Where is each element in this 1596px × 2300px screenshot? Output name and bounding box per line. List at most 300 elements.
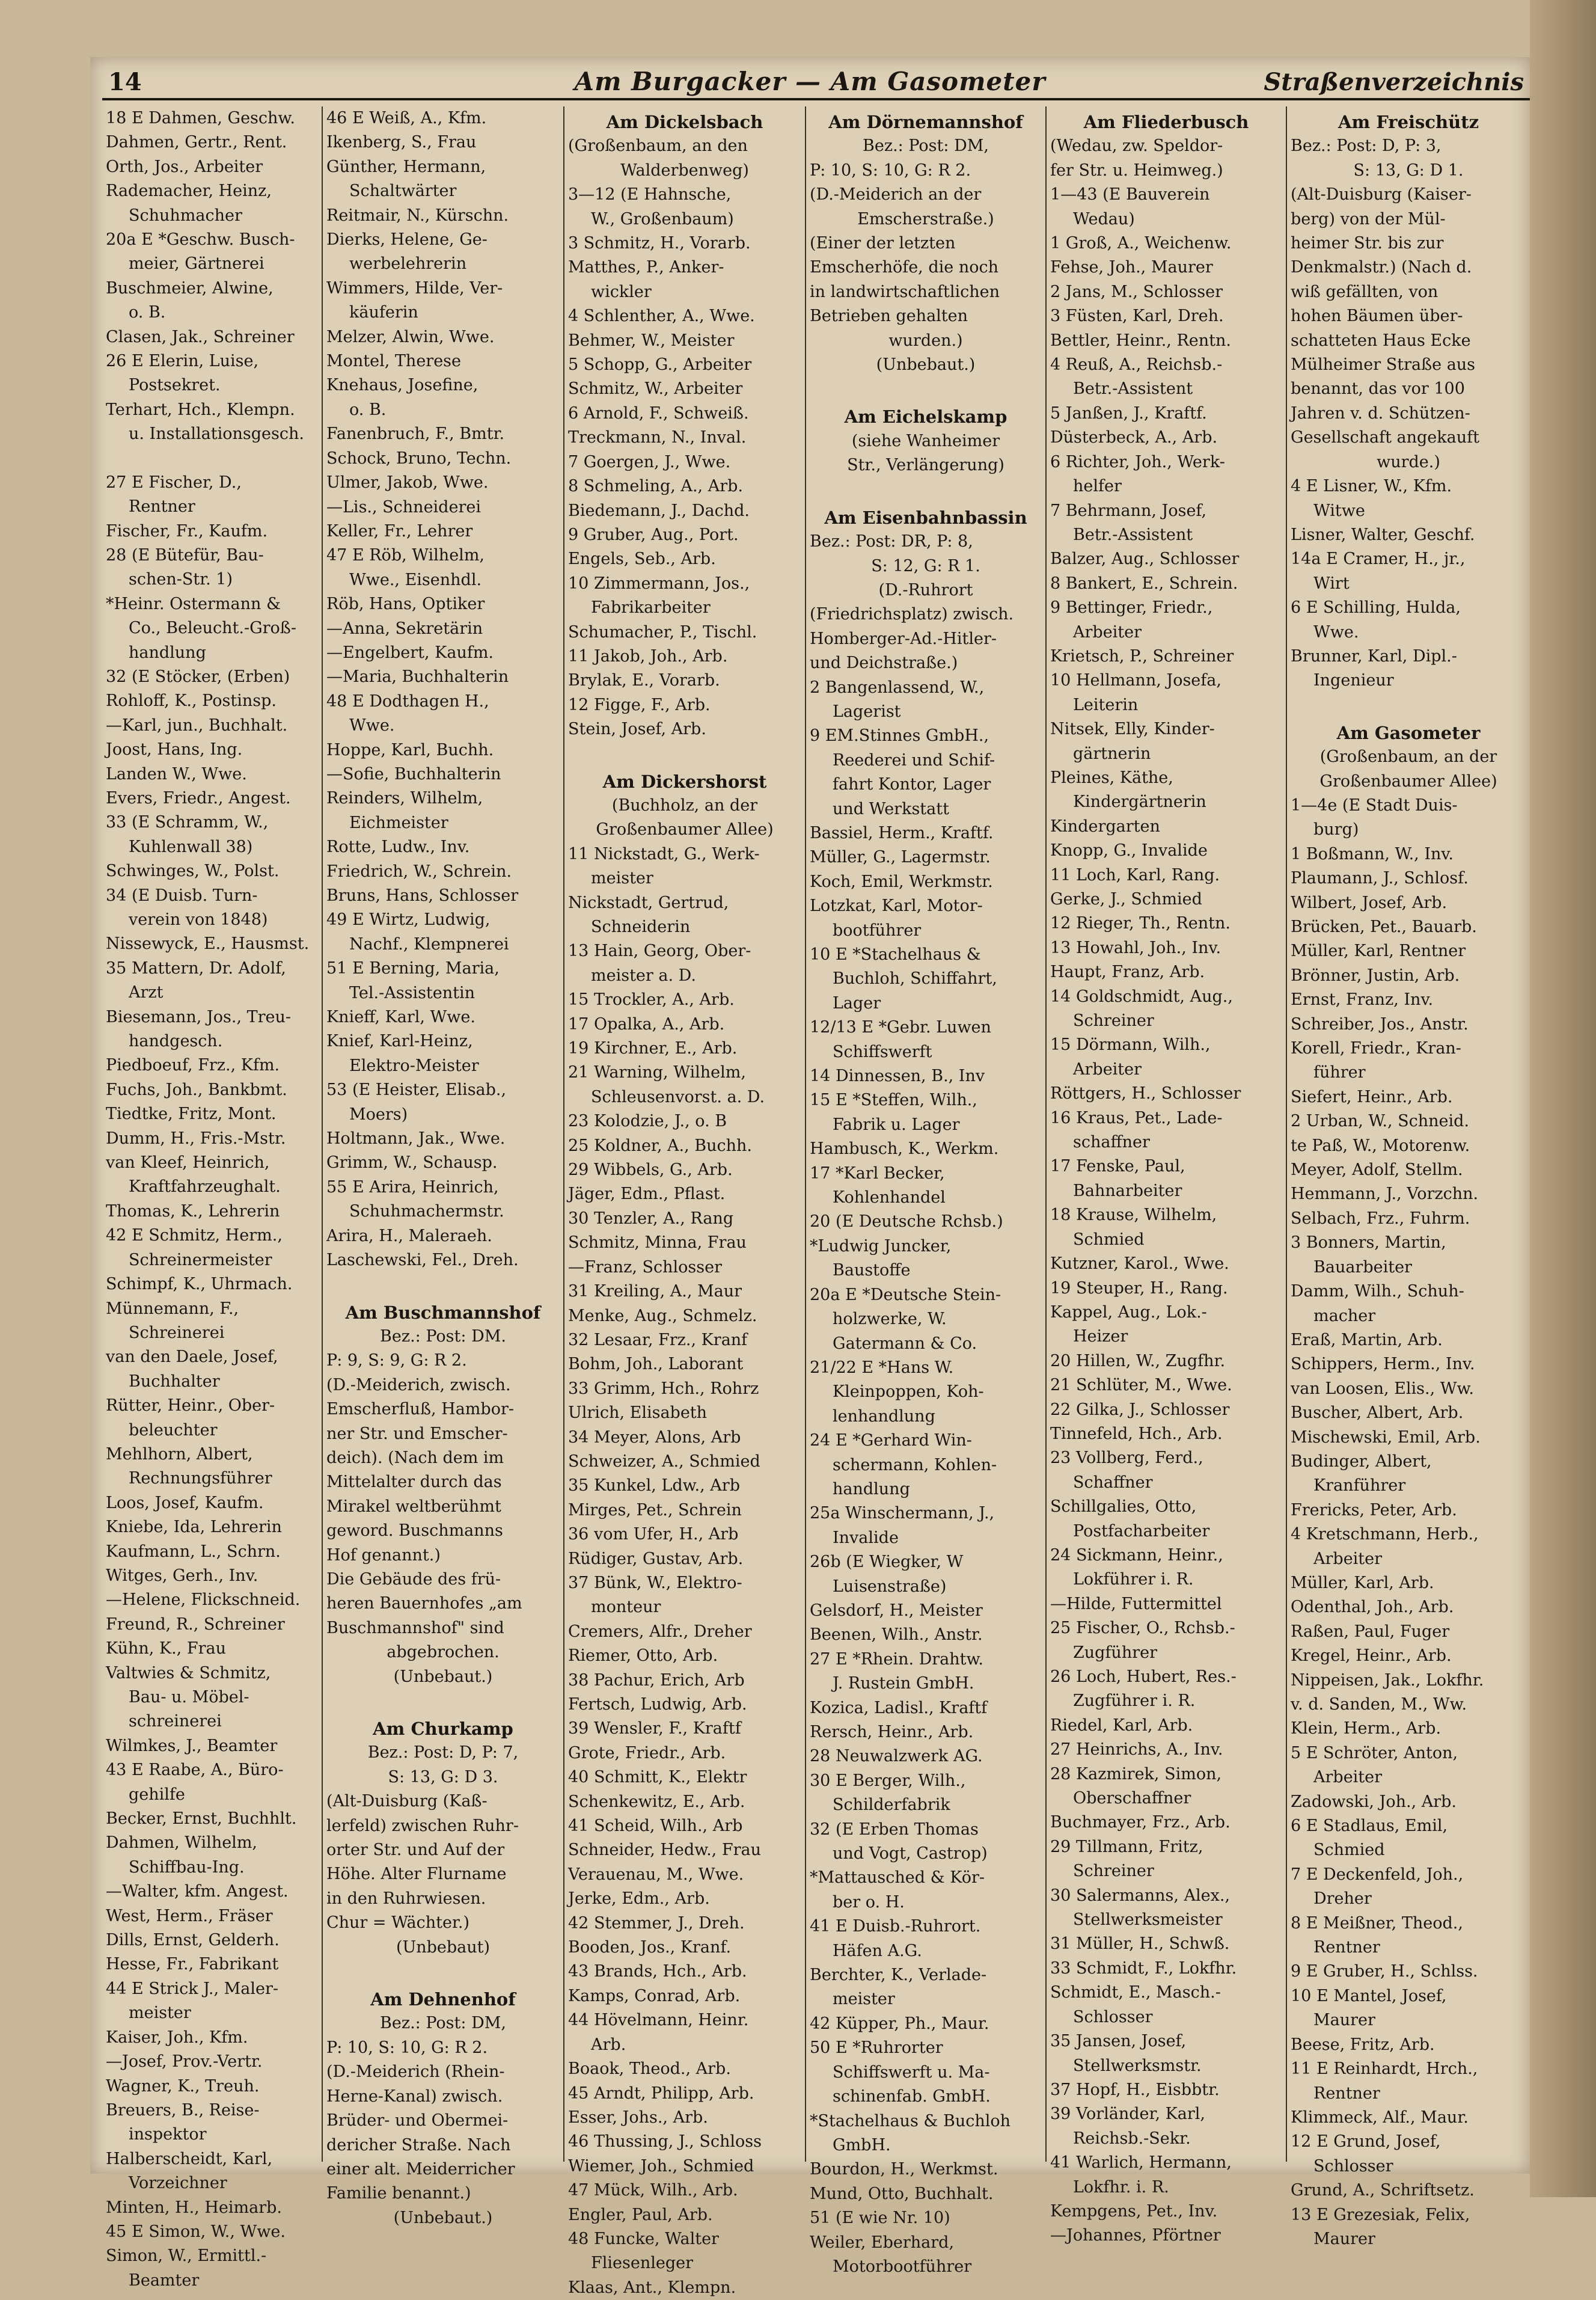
entry-line: Betr.-Assistent [1073, 379, 1193, 399]
entry-line: Balzer, Aug., Schlosser [1050, 550, 1240, 569]
entry-line: Reederei und Schif- [833, 750, 995, 770]
entry-line: Bahnarbeiter [1073, 1181, 1182, 1200]
entry-line: 53 (E Heister, Elisab., [326, 1081, 507, 1100]
entry-line: Lokführer i. R. [1073, 1570, 1194, 1589]
entry-line: Friedrich, W., Schrein. [326, 862, 512, 881]
entry-line: 32 (E Erben Thomas [810, 1820, 979, 1839]
entry-line: Koch, Emil, Werkmstr. [810, 872, 993, 891]
entry-line: (D.-Meiderich (Rhein- [326, 2062, 505, 2082]
entry-line: käuferin [349, 303, 418, 322]
entry-line: 4 E Lisner, W., Kfm. [1291, 477, 1452, 496]
entry-line: (siehe Wanheimer [851, 431, 1000, 450]
entry-line: Die Gebäude des frü- [326, 1569, 501, 1589]
entry-line: 17 Fenske, Paul, [1050, 1157, 1185, 1176]
entry-line: 10 E Mantel, Josef, [1291, 1986, 1447, 2005]
entry-line: 4 Schlenther, A., Wwe. [568, 307, 755, 326]
entry-line: (Friedrichsplatz) zwisch. [810, 605, 1014, 624]
entry-line: Grimm, W., Schausp. [326, 1153, 498, 1173]
entry-line: Schiffswerft u. Ma- [833, 2062, 990, 2082]
entry-line: Chur = Wächter.) [326, 1913, 470, 1933]
entry-line: geword. Buschmanns [326, 1521, 503, 1541]
entry-line: Heizer [1073, 1327, 1128, 1346]
spacer [326, 1689, 560, 1713]
entry-line: 3 Schmitz, H., Vorarb. [568, 234, 751, 253]
entry-line: 37 Hopf, H., Eisbbtr. [1050, 2080, 1220, 2099]
entry-line: Brüder- und Obermei- [326, 2111, 509, 2130]
entry-line: (D.-Meiderich an der [810, 185, 982, 204]
entry-line: Hesse, Fr., Fabrikant [106, 1955, 279, 1974]
entry-line: Rotte, Ludw., Inv. [326, 838, 470, 857]
entry-line: Beenen, Wilh., Anstr. [810, 1625, 983, 1645]
column-6 [1286, 106, 1530, 2248]
entry-line: Arb. [591, 2035, 626, 2054]
entry-line: 35 Kunkel, Ldw., Arb [568, 1476, 740, 1495]
entry-line: Vorzeichner [129, 2174, 227, 2193]
entry-line: 34 Meyer, Alons, Arb [568, 1428, 741, 1447]
entry-line: Freund, R., Schreiner [106, 1615, 285, 1634]
spacer [326, 1273, 560, 1297]
entry-line: Maurer [1313, 2011, 1375, 2030]
entry-line: 29 Wibbels, G., Arb. [568, 1161, 733, 1180]
entry-line: Engels, Seb., Arb. [568, 550, 716, 569]
entry-line: Treckmann, N., Inval. [568, 428, 747, 447]
entry-line: 35 Jansen, Josef, [1050, 2032, 1187, 2051]
entry-line: Knehaus, Josefine, [326, 376, 478, 395]
entry-line: Denkmalstr.) (Nach d. [1291, 258, 1472, 277]
entry-line: 10 Hellmann, Josefa, [1050, 671, 1221, 690]
entry-line: 26b (E Wiegker, W [810, 1553, 964, 1572]
entry-line: *Ludwig Juncker, [810, 1236, 952, 1256]
entry-line: Postfacharbeiter [1073, 1521, 1210, 1541]
entry-line: Bez.: Post: DR, P: 8, [810, 532, 973, 551]
entry-line: 11 Loch, Karl, Rang. [1050, 865, 1220, 885]
entry-line: 12 Figge, F., Arb. [568, 695, 711, 714]
entry-line: 18 Krause, Wilhelm, [1050, 1206, 1217, 1225]
entry-line: Buschmeier, Alwine, [106, 278, 274, 298]
entry-line: meier, Gärtnerei [129, 254, 264, 274]
entry-line: Gatermann & Co. [833, 1334, 977, 1353]
entry-line: 19 Steuper, H., Rang. [1050, 1278, 1228, 1298]
entry-line: führer [1313, 1063, 1366, 1082]
entry-line: Cremers, Alfr., Dreher [568, 1622, 752, 1641]
street-heading: Am Dehnenhof [370, 1989, 516, 2010]
entry-line: Fabrik u. Lager [833, 1115, 960, 1134]
entry-line: Kozica, Ladisl., Kraftf [810, 1698, 988, 1717]
entry-line: Häfen A.G. [833, 1941, 922, 1960]
entry-line: Wirt [1313, 574, 1350, 593]
entry-line: —Karl, jun., Buchhalt. [106, 716, 288, 735]
entry-line: Tel.-Assistentin [349, 983, 475, 1002]
entry-line: Klimmeck, Alf., Maur. [1291, 2108, 1469, 2127]
entry-line: 27 E *Rhein. Drahtw. [810, 1649, 983, 1669]
entry-line: 24 Sickmann, Heinr., [1050, 1545, 1223, 1565]
entry-line: 15 Dörmann, Wilh., [1050, 1035, 1211, 1055]
entry-line: Jahren v. d. Schützen- [1291, 403, 1470, 423]
entry-line: 55 E Arira, Heinrich, [326, 1177, 499, 1197]
street-heading: Am Fliederbusch [1083, 112, 1249, 132]
entry-line: Biesemann, Jos., Treu- [106, 1007, 292, 1026]
entry-line: 20 (E Deutsche Rchsb.) [810, 1212, 1003, 1231]
entry-line: Thomas, K., Lehrerin [106, 1201, 280, 1221]
entry-line: (D.-Ruhrort [878, 580, 973, 600]
entry-line: Fehse, Joh., Maurer [1050, 258, 1213, 277]
entry-line: 49 E Wirtz, Ludwig, [326, 910, 491, 930]
entry-line: Lager [833, 993, 881, 1013]
entry-line: schen-Str. 1) [129, 570, 233, 589]
entry-line: Minten, H., Heimarb. [106, 2198, 282, 2217]
column-5 [1045, 106, 1286, 2245]
entry-line: Booden, Jos., Kranf. [568, 1938, 732, 1957]
spacer [1291, 693, 1526, 717]
street-heading: Am Dörnemannshof [828, 112, 1023, 132]
entry-line: Witges, Gerh., Inv. [106, 1566, 258, 1585]
street-heading: Am Dickelsbach [606, 112, 763, 132]
entry-line: macher [1313, 1306, 1376, 1325]
entry-line: Halberscheidt, Karl, [106, 2149, 273, 2168]
entry-line: Zugführer [1073, 1643, 1157, 1662]
entry-line: Mehlhorn, Albert, [106, 1444, 253, 1464]
entry-line: *Mattausched & Kör- [810, 1868, 985, 1888]
entry-line: (Alt-Duisburg (Kaiser- [1291, 185, 1472, 204]
entry-line: 31 Müller, H., Schwß. [1050, 1934, 1230, 1954]
entry-line: Kraftfahrzeughalt. [129, 1177, 281, 1197]
entry-line: Breuers, B., Reise- [106, 2100, 260, 2120]
entry-line: Str., Verlängerung) [847, 456, 1004, 475]
entry-line: Brücken, Pet., Bauarb. [1291, 918, 1477, 936]
entry-line: (Unbebaut.) [876, 355, 976, 375]
entry-line: Rentner [1313, 2084, 1380, 2103]
entry-line: in den Ruhrwiesen. [326, 1889, 486, 1908]
entry-line: 12 Rieger, Th., Rentn. [1050, 914, 1231, 933]
entry-line: orter Str. und Auf der [326, 1841, 505, 1860]
entry-line: Stellwerksmeister [1073, 1910, 1223, 1930]
entry-line: Klein, Herm., Arb. [1291, 1719, 1442, 1738]
entry-line: Fischer, Fr., Kaufm. [106, 521, 268, 541]
entry-line: Kutzner, Karol., Wwe. [1050, 1254, 1229, 1274]
entry-line: Zadowski, Joh., Arb. [1291, 1792, 1457, 1811]
entry-line: 27 E Fischer, D., [106, 473, 242, 492]
entry-line: Plaumann, J., Schlosf. [1291, 869, 1469, 888]
entry-line: 38 Pachur, Erich, Arb [568, 1670, 745, 1690]
columns-area [102, 106, 1530, 2297]
entry-line: Matthes, P., Anker- [568, 258, 724, 277]
entry-line: Dreher [1313, 1889, 1372, 1909]
entry-line: 28 Neuwalzwerk AG. [810, 1747, 983, 1766]
entry-line: Müller, Karl, Rentner [1291, 942, 1466, 961]
entry-line: Müller, Karl, Arb. [1291, 1573, 1434, 1592]
entry-line: *Heinr. Ostermann & [106, 594, 281, 613]
entry-line: van den Daele, Josef, [106, 1348, 278, 1367]
entry-line: Beese, Fritz, Arb. [1291, 2035, 1435, 2054]
entry-line: Bassiel, Herm., Kraftf. [810, 823, 994, 842]
entry-line: Becker, Ernst, Buchhlt. [106, 1809, 297, 1829]
entry-line: Wilbert, Josef, Arb. [1291, 893, 1448, 912]
entry-line: und Werkstatt [833, 799, 949, 818]
spacer [810, 377, 1042, 401]
entry-line: P: 10, S: 10, G: R 2. [326, 2038, 488, 2057]
entry-line: ner Str. und Emscher- [326, 1424, 508, 1443]
entry-line: W., Großenbaum) [591, 209, 734, 228]
entry-line: 11 E Reinhardt, Hrch., [1291, 2059, 1478, 2079]
entry-line: 14a E Cramer, H., jr., [1291, 550, 1466, 569]
page-header [90, 63, 1530, 99]
entry-line: Kleinpoppen, Koh- [833, 1382, 984, 1402]
entry-line: Raßen, Paul, Fuger [1291, 1622, 1450, 1641]
entry-line: Buchloh, Schiffahrt, [833, 969, 997, 989]
entry-line: und Vogt, Castrop) [833, 1844, 988, 1863]
entry-line: Familie benannt.) [326, 2184, 471, 2203]
entry-line: 5 Janßen, J., Kraftf. [1050, 403, 1207, 423]
entry-line: wurde.) [1377, 452, 1440, 471]
entry-line: 48 E Dodthagen H., [326, 692, 489, 711]
entry-line: 17 *Karl Becker, [810, 1164, 945, 1183]
entry-line: 51 E Berning, Maria, [326, 959, 500, 978]
entry-line: Emscherfluß, Hambor- [326, 1400, 514, 1419]
entry-line: Brunner, Karl, Dipl.- [1291, 646, 1457, 666]
entry-line: Kaiser, Joh., Kfm. [106, 2028, 248, 2047]
entry-line: schaffner [1073, 1133, 1150, 1152]
entry-line: Weiler, Eberhard, [810, 2233, 955, 2252]
entry-line: 41 Warlich, Hermann, [1050, 2153, 1232, 2173]
entry-line: Schneiderin [591, 918, 691, 936]
entry-line: 44 E Strick J., Maler- [106, 1979, 279, 1998]
entry-line: Stein, Josef, Arb. [568, 720, 706, 739]
entry-line: Knieff, Karl, Wwe. [326, 1008, 475, 1027]
entry-line: Bauarbeiter [1313, 1257, 1412, 1277]
entry-line: Röb, Hans, Optiker [326, 595, 485, 614]
entry-line: 5 Schopp, G., Arbeiter [568, 355, 752, 375]
street-heading: Am Dickershorst [602, 771, 767, 792]
page-title: Am Burgacker — Am Gasometer [574, 67, 1046, 96]
entry-line: 43 E Raabe, A., Büro- [106, 1761, 284, 1780]
entry-line: 14 Goldschmidt, Aug., [1050, 987, 1233, 1006]
entry-line: Schmied [1073, 1230, 1145, 1249]
entry-line: Fliesenleger [591, 2254, 693, 2273]
entry-line: (Unbebaut.) [393, 2208, 493, 2227]
entry-line: Riedel, Karl, Arb. [1050, 1716, 1193, 1735]
entry-line: Schumacher, P., Tischl. [568, 622, 757, 642]
entry-line: schreinerei [129, 1712, 222, 1731]
entry-line: Schmitz, Minna, Frau [568, 1233, 747, 1253]
entry-line: Korell, Friedr., Kran- [1291, 1039, 1461, 1058]
entry-line: 10 E *Stachelhaus & [810, 945, 981, 964]
entry-line: Bez.: Post: D, P: 7, [367, 1743, 519, 1762]
entry-line: 42 Stemmer, J., Dreh. [568, 1913, 745, 1933]
entry-line: 27 Heinrichs, A., Inv. [1050, 1740, 1223, 1759]
entry-line: 4 Kretschmann, Herb., [1291, 1525, 1479, 1544]
entry-line: (Unbebaut) [396, 1937, 491, 1957]
entry-line: 28 (E Bütefür, Bau- [106, 545, 264, 565]
header-rule [102, 98, 1530, 100]
street-heading: Am Buschmannshof [345, 1302, 541, 1323]
entry-line: Höhe. Alter Flurname [326, 1865, 507, 1884]
entry-line: Fuchs, Joh., Bankbmt. [106, 1080, 287, 1099]
entry-line: deich). (Nach dem im [326, 1448, 504, 1467]
entry-line: 29 Tillmann, Fritz, [1050, 1837, 1203, 1856]
entry-line: 24 E *Gerhard Win- [810, 1431, 972, 1450]
entry-line: Buscher, Albert, Arb. [1291, 1403, 1464, 1423]
entry-line: 25 Fischer, O., Rchsb.- [1050, 1619, 1235, 1638]
entry-line: Mund, Otto, Buchhalt. [810, 2184, 994, 2203]
entry-line: Wimmers, Hilde, Ver- [326, 278, 503, 298]
entry-line: 26 E Elerin, Luise, [106, 352, 259, 371]
entry-line: 5 E Schröter, Anton, [1291, 1743, 1458, 1762]
entry-line: Reitmair, N., Kürschn. [326, 206, 509, 225]
entry-line: (D.-Meiderich, zwisch. [326, 1375, 511, 1394]
entry-line: Schaffner [1073, 1473, 1153, 1492]
entry-line: schermann, Kohlen- [833, 1455, 997, 1474]
entry-line: 45 Arndt, Philipp, Arb. [568, 2084, 754, 2103]
entry-line: Gesellschaft angekauft [1291, 428, 1479, 447]
entry-line: Nickstadt, Gertrud, [568, 893, 729, 912]
entry-line: P: 10, S: 10, G: R 2. [810, 161, 971, 180]
entry-line: Schreinermeister [129, 1250, 272, 1269]
entry-line: 23 Vollberg, Ferd., [1050, 1449, 1203, 1468]
entry-line: Maurer [1313, 2229, 1375, 2248]
entry-line: Moers) [349, 1105, 408, 1124]
entry-line: Wwe. [349, 716, 395, 735]
entry-line: *Stachelhaus & Buchloh [810, 2111, 1011, 2130]
entry-line: Bez.: Post: DM, [863, 136, 989, 156]
entry-line: Dahmen, Gertr., Rent. [106, 133, 287, 152]
entry-line: 9 Gruber, Aug., Port. [568, 525, 739, 544]
entry-line: 23 Kolodzie, J., o. B [568, 1112, 727, 1131]
entry-line: 20 Hillen, W., Zugfhr. [1050, 1351, 1226, 1370]
entry-line: Lotzkat, Karl, Motor- [810, 897, 983, 916]
entry-line: 14 Dinnessen, B., Inv [810, 1067, 985, 1086]
entry-line: 2 Jans, M., Schlosser [1050, 282, 1223, 301]
entry-line: Ulmer, Jakob, Wwe. [326, 473, 489, 492]
entry-line: schatteten Haus Ecke [1291, 331, 1471, 350]
entry-line: Eichmeister [349, 813, 448, 832]
entry-line: Großenbaumer Allee) [596, 820, 774, 839]
entry-line: Odenthal, Joh., Arb. [1291, 1598, 1454, 1617]
entry-line: Invalide [833, 1528, 899, 1547]
entry-line: Schneider, Hedw., Frau [568, 1841, 761, 1860]
entry-line: Schreinerei [129, 1323, 225, 1342]
entry-line: Terhart, Hch., Klempn. [106, 400, 295, 419]
entry-line: Schiffbau-Ing. [129, 1857, 245, 1877]
entry-line: Dahmen, Wilhelm, [106, 1833, 258, 1853]
entry-line: 33 (E Schramm, W., [106, 813, 269, 832]
entry-line: 47 E Röb, Wilhelm, [326, 546, 485, 565]
entry-line: 21 Schlüter, M., Wwe. [1050, 1376, 1232, 1395]
entry-line: Boaok, Theod., Arb. [568, 2059, 731, 2079]
entry-line: Walderbenweg) [620, 161, 749, 180]
entry-line: Dierks, Helene, Ge- [326, 230, 488, 250]
entry-line: Elektro-Meister [349, 1056, 479, 1075]
entry-line: Bourdon, H., Werkmst. [810, 2160, 998, 2179]
entry-line: 31 Kreiling, A., Maur [568, 1282, 742, 1301]
column-4 [805, 106, 1045, 2276]
entry-line: Biedemann, J., Dachd. [568, 501, 750, 520]
entry-line: Kuhlenwall 38) [129, 837, 253, 856]
entry-line: Damm, Wilh., Schuh- [1291, 1282, 1464, 1301]
entry-line: benannt, das vor 100 [1291, 379, 1465, 399]
entry-line: bootführer [833, 921, 922, 940]
entry-line: fer Str. u. Heimweg.) [1050, 161, 1223, 180]
entry-line: Wedau) [1073, 209, 1135, 228]
entry-line: wiß gefällten, von [1291, 282, 1439, 301]
entry-line: 33 Grimm, Hch., Rohrz [568, 1379, 759, 1398]
entry-line: Wagner, K., Treuh. [106, 2076, 260, 2096]
entry-line: Brönner, Justin, Arb. [1291, 966, 1460, 985]
entry-line: 6 E Stadlaus, Emil, [1291, 1817, 1448, 1836]
entry-line: 9 E Gruber, H., Schlss. [1291, 1962, 1478, 1981]
entry-line: 7 Behrmann, Josef, [1050, 501, 1207, 520]
entry-line: 39 Wensler, F., Kraftf [568, 1719, 741, 1738]
entry-line: Loos, Josef, Kaufm. [106, 1493, 264, 1512]
entry-line: Schlosser [1313, 2156, 1393, 2176]
entry-line: Bohm, Joh., Laborant [568, 1355, 744, 1374]
entry-line: 1 Groß, A., Weichenw. [1050, 234, 1232, 253]
entry-line: 16 Kraus, Pet., Lade- [1050, 1108, 1223, 1127]
entry-line: 1—4e (E Stadt Duis- [1291, 796, 1458, 815]
entry-line: Reichsb.-Sekr. [1073, 2129, 1191, 2148]
entry-line: van Loosen, Elis., Ww. [1291, 1379, 1474, 1398]
entry-line: Bettler, Heinr., Rentn. [1050, 331, 1231, 350]
entry-line: Evers, Friedr., Angest. [106, 788, 291, 808]
entry-line: 37 Bünk, W., Elektro- [568, 1573, 742, 1592]
entry-line: Arbeiter [1313, 1768, 1383, 1787]
street-heading: Am Freischütz [1338, 112, 1479, 132]
entry-line: Wwe. [1313, 622, 1359, 642]
entry-line: —Helene, Flickschneid. [106, 1590, 301, 1610]
entry-line: Behmer, W., Meister [568, 331, 735, 350]
entry-line: Rütter, Heinr., Ober- [106, 1396, 275, 1415]
entry-line: —Anna, Sekretärin [326, 619, 483, 638]
entry-line: 13 E Grezesiak, Felix, [1291, 2205, 1470, 2224]
entry-line: Oberschaffner [1073, 1789, 1191, 1808]
entry-line: Kamps, Conrad, Arb. [568, 1986, 741, 2005]
entry-line: Klaas, Ant., Klempn. [568, 2278, 736, 2297]
entry-line: Montel, Therese [326, 352, 462, 371]
entry-line: u. Installationsgesch. [129, 425, 304, 444]
entry-line: Gerke, J., Schmied [1050, 890, 1202, 909]
entry-line: Mittelalter durch das [326, 1473, 502, 1492]
entry-line: —Walter, kfm. Angest. [106, 1882, 289, 1901]
entry-line: 33 Schmidt, F., Lokfhr. [1050, 1958, 1237, 1978]
directory-page [90, 57, 1530, 2297]
entry-line: lerfeld) zwischen Ruhr- [326, 1816, 519, 1835]
entry-line: Schaltwärter [349, 182, 457, 201]
column-3 [563, 106, 805, 2297]
entry-line: handlung [833, 1479, 910, 1498]
entry-line: 21 Warning, Wilhelm, [568, 1063, 746, 1082]
entry-line: —Johannes, Pförtner [1050, 2226, 1221, 2245]
entry-line: 46 E Weiß, A., Kfm. [326, 109, 487, 127]
entry-line: 45 E Simon, W., Wwe. [106, 2222, 286, 2241]
page-number: 14 [108, 68, 142, 96]
entry-line: Selbach, Frz., Fuhrm. [1291, 1209, 1470, 1228]
entry-line: Co., Beleucht.-Groß- [129, 619, 296, 638]
entry-line: J. Rustein GmbH. [833, 1674, 974, 1693]
entry-line: Joost, Hans, Ing. [106, 740, 243, 759]
entry-line: Arira, H., Maleraeh. [326, 1226, 492, 1245]
entry-line: Verauenau, M., Wwe. [568, 1865, 744, 1884]
entry-line: meister [129, 2004, 191, 2023]
entry-line: —Josef, Prov.-Vertr. [106, 2052, 263, 2072]
entry-line: Frericks, Peter, Arb. [1291, 1500, 1457, 1520]
entry-line: Bez.: Post: D, P: 3, [1291, 136, 1442, 156]
entry-line: (Unbebaut.) [393, 1667, 493, 1686]
street-heading: Am Churkamp [373, 1719, 513, 1739]
entry-line: 10 Zimmermann, Jos., [568, 574, 750, 593]
entry-line: Bruns, Hans, Schlosser [326, 886, 519, 905]
entry-line: 21/22 E *Hans W. [810, 1358, 954, 1377]
entry-line: Fanenbruch, F., Bmtr. [326, 425, 505, 444]
entry-line: Dumm, H., Fris.-Mstr. [106, 1129, 286, 1148]
